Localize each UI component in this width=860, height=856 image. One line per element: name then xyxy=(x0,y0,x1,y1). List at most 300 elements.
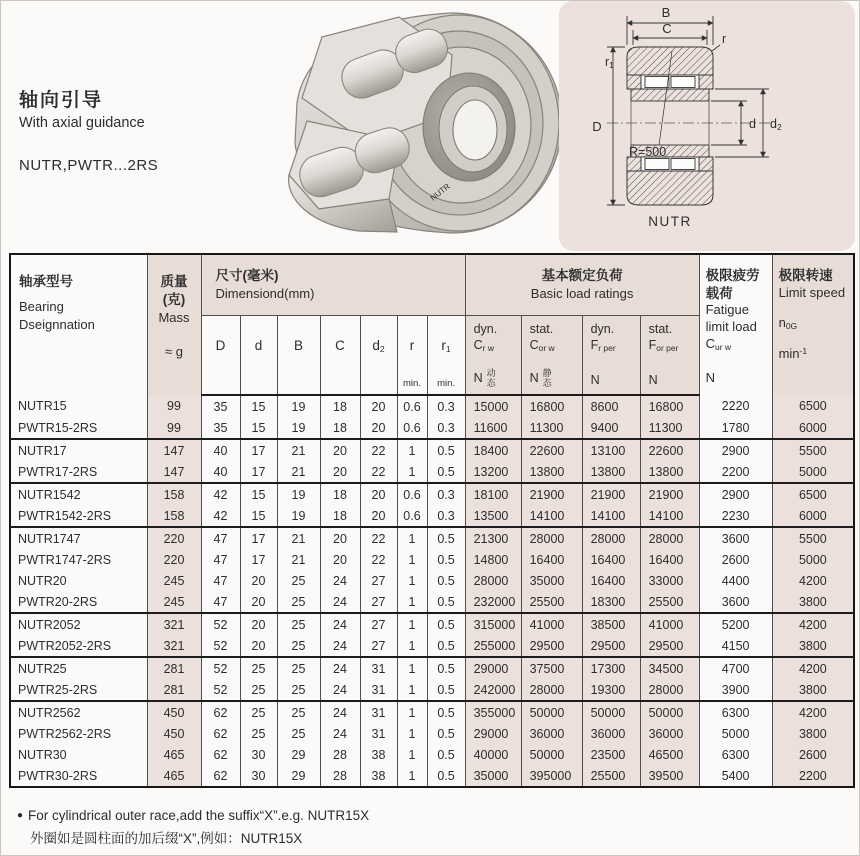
section-outer-ring-bottom xyxy=(627,171,713,205)
spec-table xyxy=(9,253,855,788)
cell-dimension: 31 xyxy=(360,723,397,744)
cell-dimension: 17 xyxy=(240,439,277,461)
cell-load-rating: 29500 xyxy=(582,635,640,657)
cell-fatigue-load: 3600 xyxy=(699,591,772,613)
cell-load-rating: 28000 xyxy=(582,527,640,549)
section-inner-ring-top xyxy=(631,89,709,101)
cell-load-rating: 29000 xyxy=(465,657,521,679)
cell-limit-speed: 6000 xyxy=(772,417,854,439)
cell-dimension: 0.3 xyxy=(427,417,465,439)
cell-load-rating: 13200 xyxy=(465,461,521,483)
header-speed-unit: $\min^{-1}$ xyxy=(778,346,808,362)
cell-load-rating: 25500 xyxy=(640,591,699,613)
cell-dimension: 1 xyxy=(397,527,427,549)
cell-fatigue-load: 2900 xyxy=(699,439,772,461)
cell-mass: 281 xyxy=(147,679,201,701)
cell-dimension: 38 xyxy=(360,744,397,765)
cell-load-rating: 21900 xyxy=(521,483,582,505)
footnote-en-line xyxy=(17,805,369,828)
cell-dimension: 28 xyxy=(320,744,360,765)
header-col-frper: dyn. $F_{r per}$ N xyxy=(582,316,640,396)
table-row xyxy=(10,570,854,591)
cell-dimension: 24 xyxy=(320,679,360,701)
cell-dimension: 24 xyxy=(320,635,360,657)
cell-dimension: 28 xyxy=(320,765,360,787)
cell-dimension: 18 xyxy=(320,417,360,439)
cell-dimension: 1 xyxy=(397,549,427,570)
section-outer-ring-top xyxy=(627,47,713,75)
cell-dimension: 0.6 xyxy=(397,483,427,505)
table-row xyxy=(10,765,854,787)
cell-fatigue-load: 2220 xyxy=(699,395,772,417)
cell-limit-speed: 6500 xyxy=(772,395,854,417)
cell-load-rating: 16400 xyxy=(582,570,640,591)
cell-dimension: 0.5 xyxy=(427,570,465,591)
cell-dimension: 31 xyxy=(360,657,397,679)
cell-dimension: 0.5 xyxy=(427,635,465,657)
cell-dimension: 47 xyxy=(201,570,240,591)
cell-model: PWTR1747-2RS xyxy=(10,549,147,570)
header-col-C: C xyxy=(320,316,360,396)
label-radius: R=500 xyxy=(629,145,667,159)
header-col-crw: dyn. $C_{r w}$ N 动态 xyxy=(465,316,521,396)
cell-dimension: 35 xyxy=(201,417,240,439)
cell-dimension: 0.5 xyxy=(427,549,465,570)
header-designation-cn: 轴承型号 xyxy=(19,274,73,289)
cell-dimension: 15 xyxy=(240,395,277,417)
header-mass-cn: 质量 xyxy=(160,274,188,289)
cell-dimension: 20 xyxy=(320,439,360,461)
cell-load-rating: 13800 xyxy=(582,461,640,483)
header-mass-cn2: (克) xyxy=(162,292,186,308)
cell-dimension: 29 xyxy=(277,765,320,787)
cell-dimension: 52 xyxy=(201,657,240,679)
cell-load-rating: 22600 xyxy=(521,439,582,461)
cell-load-rating: 13800 xyxy=(521,461,582,483)
cell-dimension: 1 xyxy=(397,591,427,613)
cell-limit-speed: 5000 xyxy=(772,461,854,483)
cell-mass: 245 xyxy=(147,591,201,613)
cell-load-rating: 50000 xyxy=(582,701,640,723)
cell-dimension: 1 xyxy=(397,723,427,744)
cell-dimension: 24 xyxy=(320,657,360,679)
cell-dimension: 1 xyxy=(397,439,427,461)
cell-load-rating: 50000 xyxy=(521,744,582,765)
cell-dimension: 24 xyxy=(320,591,360,613)
header-designation-en1: Bearing xyxy=(19,299,64,315)
cell-load-rating: 13800 xyxy=(640,461,699,483)
cell-dimension: 27 xyxy=(360,570,397,591)
cell-fatigue-load: 1780 xyxy=(699,417,772,439)
cell-dimension: 30 xyxy=(240,765,277,787)
cell-load-rating: 17300 xyxy=(582,657,640,679)
cell-limit-speed: 6500 xyxy=(772,483,854,505)
cell-mass: 450 xyxy=(147,723,201,744)
cell-dimension: 25 xyxy=(277,570,320,591)
cell-dimension: 18 xyxy=(320,505,360,527)
header-col-d2: $d_2$ xyxy=(360,316,397,396)
footnote xyxy=(17,805,369,851)
cell-mass: 220 xyxy=(147,527,201,549)
cell-load-rating: 39500 xyxy=(640,765,699,787)
cell-mass: 321 xyxy=(147,613,201,635)
cell-dimension: 0.6 xyxy=(397,505,427,527)
header-fatigue-cn2: 载荷 xyxy=(705,285,733,301)
cell-mass: 465 xyxy=(147,765,201,787)
cell-dimension: 25 xyxy=(277,723,320,744)
cell-dimension: 29 xyxy=(277,744,320,765)
cell-dimension: 20 xyxy=(360,395,397,417)
header-col-corw: stat. $C_{or w}$ N 静态 xyxy=(521,316,582,396)
diagram-caption: NUTR xyxy=(648,214,692,229)
cell-dimension: 47 xyxy=(201,591,240,613)
header-designation-en2: Dseignnation xyxy=(19,316,95,332)
header-speed-symbol: $n_{0G}$ xyxy=(778,315,798,332)
cell-load-rating: 35000 xyxy=(465,765,521,787)
header-loads-cn: 基本额定负荷 xyxy=(541,268,623,283)
cell-dimension: 0.3 xyxy=(427,395,465,417)
cell-fatigue-load: 3600 xyxy=(699,527,772,549)
cell-load-rating: 18100 xyxy=(465,483,521,505)
cell-dimension: 20 xyxy=(320,549,360,570)
cell-dimension: 25 xyxy=(277,657,320,679)
cell-dimension: 25 xyxy=(240,657,277,679)
label-r: r xyxy=(722,32,727,46)
header-mass-approx: ≈ g xyxy=(165,343,183,359)
cell-model: PWTR2052-2RS xyxy=(10,635,147,657)
cell-dimension: 0.5 xyxy=(427,527,465,549)
cell-load-rating: 28000 xyxy=(640,679,699,701)
cell-limit-speed: 2600 xyxy=(772,744,854,765)
table-row xyxy=(10,439,854,461)
table-row xyxy=(10,635,854,657)
cell-fatigue-load: 2230 xyxy=(699,505,772,527)
page-title-en: With axial guidance xyxy=(19,115,145,131)
bearing-bore xyxy=(423,73,515,181)
cell-limit-speed: 3800 xyxy=(772,635,854,657)
header-col-r: r min. xyxy=(397,316,427,396)
cell-dimension: 24 xyxy=(320,723,360,744)
cell-fatigue-load: 4400 xyxy=(699,570,772,591)
cell-dimension: 15 xyxy=(240,417,277,439)
cell-dimension: 21 xyxy=(277,439,320,461)
cell-load-rating: 16400 xyxy=(640,549,699,570)
header-speed-en: Limit speed xyxy=(778,284,846,300)
table-row xyxy=(10,505,854,527)
cell-model: PWTR17-2RS xyxy=(10,461,147,483)
cell-mass: 245 xyxy=(147,570,201,591)
table-row xyxy=(10,613,854,635)
cell-model: NUTR15 xyxy=(10,395,147,417)
cell-dimension: 25 xyxy=(277,591,320,613)
cell-dimension: 19 xyxy=(277,395,320,417)
cell-limit-speed: 4200 xyxy=(772,570,854,591)
cell-load-rating: 16400 xyxy=(582,549,640,570)
cell-model: NUTR2562 xyxy=(10,701,147,723)
cell-dimension: 25 xyxy=(240,679,277,701)
table-row xyxy=(10,723,854,744)
cell-dimension: 0.3 xyxy=(427,483,465,505)
cell-dimension: 18 xyxy=(320,483,360,505)
cell-mass: 147 xyxy=(147,461,201,483)
cell-model: PWTR25-2RS xyxy=(10,679,147,701)
cell-dimension: 21 xyxy=(277,527,320,549)
cell-dimension: 21 xyxy=(277,461,320,483)
header-fatigue-cn1: 极限疲劳 xyxy=(705,268,760,283)
cell-load-rating: 25500 xyxy=(521,591,582,613)
cell-dimension: 62 xyxy=(201,723,240,744)
footnote-cn: 外圈如是圆柱面的加后缀“X”,例如：NUTR15X xyxy=(30,830,303,846)
header-fatigue-en1: Fatigue xyxy=(705,302,749,318)
cell-mass: 158 xyxy=(147,505,201,527)
cell-fatigue-load: 2900 xyxy=(699,483,772,505)
cell-dimension: 20 xyxy=(360,483,397,505)
cell-dimension: 47 xyxy=(201,527,240,549)
table-row xyxy=(10,549,854,570)
cell-mass: 281 xyxy=(147,657,201,679)
cell-model: NUTR17 xyxy=(10,439,147,461)
cell-dimension: 19 xyxy=(277,505,320,527)
header-speed xyxy=(772,254,854,395)
cell-load-rating: 46500 xyxy=(640,744,699,765)
cell-model: NUTR20 xyxy=(10,570,147,591)
cell-dimension: 31 xyxy=(360,701,397,723)
cell-dimension: 1 xyxy=(397,701,427,723)
cell-load-rating: 13100 xyxy=(582,439,640,461)
cell-dimension: 19 xyxy=(277,483,320,505)
cell-limit-speed: 5500 xyxy=(772,439,854,461)
cell-load-rating: 16800 xyxy=(640,395,699,417)
cell-dimension: 25 xyxy=(277,679,320,701)
header-col-r1: $r_1$ min. xyxy=(427,316,465,396)
cell-dimension: 40 xyxy=(201,461,240,483)
cell-dimension: 17 xyxy=(240,549,277,570)
cell-dimension: 17 xyxy=(240,461,277,483)
cell-load-rating: 29500 xyxy=(640,635,699,657)
cell-dimension: 1 xyxy=(397,679,427,701)
cell-load-rating: 242000 xyxy=(465,679,521,701)
cell-fatigue-load: 2600 xyxy=(699,549,772,570)
cell-mass: 220 xyxy=(147,549,201,570)
cell-load-rating: 9400 xyxy=(582,417,640,439)
label-C: C xyxy=(662,21,672,36)
cell-load-rating: 28000 xyxy=(640,527,699,549)
cell-load-rating: 21300 xyxy=(465,527,521,549)
cell-dimension: 1 xyxy=(397,613,427,635)
cell-load-rating: 11300 xyxy=(640,417,699,439)
cell-dimension: 25 xyxy=(277,701,320,723)
cell-limit-speed: 3800 xyxy=(772,679,854,701)
cell-dimension: 22 xyxy=(360,549,397,570)
cell-dimension: 25 xyxy=(277,635,320,657)
table-row xyxy=(10,461,854,483)
cell-fatigue-load: 5400 xyxy=(699,765,772,787)
cell-dimension: 62 xyxy=(201,701,240,723)
cell-load-rating: 11600 xyxy=(465,417,521,439)
dimension-D xyxy=(607,47,625,205)
cell-limit-speed: 2200 xyxy=(772,765,854,787)
cell-dimension: 0.5 xyxy=(427,701,465,723)
cell-fatigue-load: 5000 xyxy=(699,723,772,744)
cell-load-rating: 29000 xyxy=(465,723,521,744)
table-row xyxy=(10,701,854,723)
cell-load-rating: 395000 xyxy=(521,765,582,787)
cell-load-rating: 38500 xyxy=(582,613,640,635)
header-speed-cn: 极限转速 xyxy=(778,268,833,283)
header-fatigue xyxy=(699,254,772,395)
label-r1: r1 xyxy=(605,55,614,70)
cell-load-rating: 15000 xyxy=(465,395,521,417)
cell-model: NUTR25 xyxy=(10,657,147,679)
cell-dimension: 35 xyxy=(201,395,240,417)
cell-dimension: 27 xyxy=(360,591,397,613)
cell-load-rating: 50000 xyxy=(640,701,699,723)
cell-model: NUTR1542 xyxy=(10,483,147,505)
bearing-cross-section-diagram xyxy=(559,1,855,251)
header-loads-band xyxy=(465,254,699,316)
cell-dimension: 0.5 xyxy=(427,765,465,787)
cell-load-rating: 22600 xyxy=(640,439,699,461)
cell-dimension: 20 xyxy=(240,591,277,613)
cell-mass: 158 xyxy=(147,483,201,505)
cell-dimension: 31 xyxy=(360,679,397,701)
cell-dimension: 15 xyxy=(240,505,277,527)
leader-r xyxy=(712,45,720,51)
table-header xyxy=(10,254,854,395)
header-col-D: D xyxy=(201,316,240,396)
cell-load-rating: 21900 xyxy=(582,483,640,505)
cell-dimension: 24 xyxy=(320,701,360,723)
cell-load-rating: 14100 xyxy=(521,505,582,527)
cell-mass: 99 xyxy=(147,395,201,417)
cell-limit-speed: 3800 xyxy=(772,723,854,744)
cell-fatigue-load: 4150 xyxy=(699,635,772,657)
cell-mass: 465 xyxy=(147,744,201,765)
cell-model: PWTR2562-2RS xyxy=(10,723,147,744)
cell-load-rating: 34500 xyxy=(640,657,699,679)
cell-load-rating: 21900 xyxy=(640,483,699,505)
cell-dimension: 0.5 xyxy=(427,723,465,744)
cell-dimension: 0.6 xyxy=(397,417,427,439)
header-col-d: d xyxy=(240,316,277,396)
cell-model: NUTR30 xyxy=(10,744,147,765)
table-row xyxy=(10,417,854,439)
header-fatigue-en2: limit load xyxy=(705,318,757,334)
cell-dimension: 30 xyxy=(240,744,277,765)
cell-dimension: 20 xyxy=(240,570,277,591)
header-designation xyxy=(10,254,147,395)
header-col-forper: stat. $F_{or per}$ N xyxy=(640,316,699,396)
table-row xyxy=(10,744,854,765)
cell-fatigue-load: 4700 xyxy=(699,657,772,679)
cell-load-rating: 16800 xyxy=(521,395,582,417)
cell-dimension: 1 xyxy=(397,570,427,591)
cell-limit-speed: 6000 xyxy=(772,505,854,527)
cell-dimension: 1 xyxy=(397,744,427,765)
cell-dimension: 22 xyxy=(360,461,397,483)
cell-load-rating: 36000 xyxy=(521,723,582,744)
cell-dimension: 25 xyxy=(240,701,277,723)
cell-fatigue-load: 2200 xyxy=(699,461,772,483)
cell-load-rating: 41000 xyxy=(521,613,582,635)
header-dimensions-band xyxy=(201,254,465,316)
cell-load-rating: 16400 xyxy=(521,549,582,570)
table-row xyxy=(10,395,854,417)
cell-dimension: 24 xyxy=(320,613,360,635)
cell-load-rating: 36000 xyxy=(640,723,699,744)
label-B: B xyxy=(661,5,671,20)
cell-load-rating: 355000 xyxy=(465,701,521,723)
header-col-B: B xyxy=(277,316,320,396)
cell-dimension: 20 xyxy=(240,613,277,635)
bearing-engraving: NUTR xyxy=(428,181,452,203)
cell-limit-speed: 3800 xyxy=(772,591,854,613)
cell-load-rating: 36000 xyxy=(582,723,640,744)
cell-load-rating: 37500 xyxy=(521,657,582,679)
cell-load-rating: 35000 xyxy=(521,570,582,591)
table-row xyxy=(10,483,854,505)
footnote-en: For cylindrical outer race,add the suffix“X”.e.g. NUTR15X xyxy=(28,808,370,823)
cell-model: PWTR30-2RS xyxy=(10,765,147,787)
cell-dimension: 20 xyxy=(360,417,397,439)
cell-dimension: 0.5 xyxy=(427,679,465,701)
header-mass xyxy=(147,254,201,395)
header-dims-en: Dimensiond(mm) xyxy=(215,286,315,302)
label-D: D xyxy=(592,119,602,134)
cell-fatigue-load: 3900 xyxy=(699,679,772,701)
cell-limit-speed: 4200 xyxy=(772,701,854,723)
cell-dimension: 40 xyxy=(201,439,240,461)
cell-mass: 147 xyxy=(147,439,201,461)
cell-dimension: 0.5 xyxy=(427,613,465,635)
cell-dimension: 20 xyxy=(320,527,360,549)
cell-load-rating: 18400 xyxy=(465,439,521,461)
label-d: d xyxy=(749,117,756,131)
cell-dimension: 20 xyxy=(240,635,277,657)
cell-load-rating: 41000 xyxy=(640,613,699,635)
cell-load-rating: 14800 xyxy=(465,549,521,570)
cell-dimension: 52 xyxy=(201,679,240,701)
cell-fatigue-load: 5200 xyxy=(699,613,772,635)
cell-dimension: 62 xyxy=(201,765,240,787)
cell-model: PWTR15-2RS xyxy=(10,417,147,439)
bullet-icon: ● xyxy=(17,810,24,821)
cell-dimension: 17 xyxy=(240,527,277,549)
cell-dimension: 42 xyxy=(201,505,240,527)
cell-limit-speed: 5500 xyxy=(772,527,854,549)
cell-dimension: 22 xyxy=(360,527,397,549)
cell-dimension: 24 xyxy=(320,570,360,591)
cell-load-rating: 315000 xyxy=(465,613,521,635)
bearing-3d-svg xyxy=(247,3,569,241)
cross-section-panel xyxy=(559,1,855,251)
cell-dimension: 1 xyxy=(397,635,427,657)
cell-dimension: 22 xyxy=(360,439,397,461)
table-row xyxy=(10,591,854,613)
cell-limit-speed: 5000 xyxy=(772,549,854,570)
cell-model: NUTR2052 xyxy=(10,613,147,635)
cell-load-rating: 33000 xyxy=(640,570,699,591)
cell-load-rating: 29500 xyxy=(521,635,582,657)
label-d2: d2 xyxy=(770,117,782,132)
cell-dimension: 20 xyxy=(320,461,360,483)
cell-load-rating: 19300 xyxy=(582,679,640,701)
header-loads-en: Basic load ratings xyxy=(530,286,634,302)
cell-dimension: 47 xyxy=(201,549,240,570)
cell-dimension: 0.5 xyxy=(427,657,465,679)
cell-dimension: 27 xyxy=(360,613,397,635)
cell-dimension: 38 xyxy=(360,765,397,787)
